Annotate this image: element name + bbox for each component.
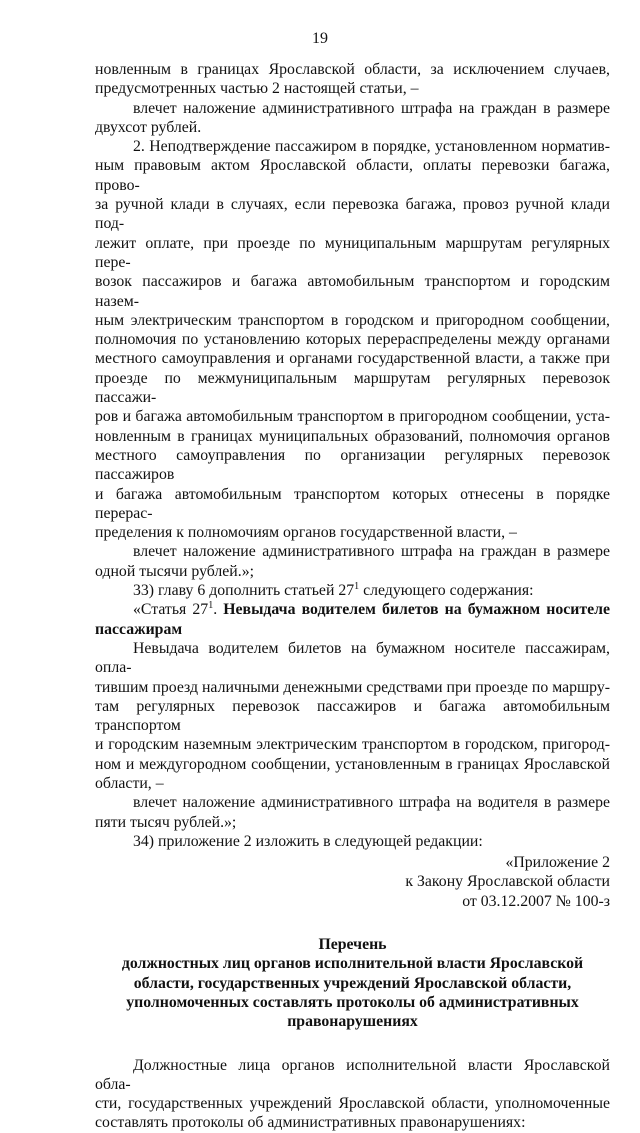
continuation-paragraph: [95, 60, 610, 99]
item-33-paragraph: [95, 581, 610, 600]
appendix-reference: [95, 853, 610, 911]
penalty-paragraph-2: [95, 542, 610, 581]
list-title-line: должностных лиц органов исполнительной власти Ярославской: [121, 955, 584, 973]
article-heading-line: [95, 600, 610, 619]
text-line: новленным в границах Ярославской области, за исключением случаев,: [95, 61, 610, 78]
text-line: местного самоуправления и органами государственной власти, а также при: [95, 350, 610, 368]
superscript: 1: [208, 600, 214, 612]
list-title: [95, 935, 610, 1031]
list-title-line: Перечень: [318, 936, 387, 954]
text-line: двухсот рублей.: [95, 118, 202, 136]
text-line: полномочия по установлению которых перераспределены между органами: [95, 331, 610, 349]
text-line: проезде по межмуниципальным маршрутам регулярных перевозок пассажи-: [95, 369, 610, 407]
text-line: ным правовым актом Ярославской области, оплаты перевозки багажа, прово-: [95, 157, 610, 194]
text-line: пяти тысяч рублей.»;: [95, 813, 237, 831]
text-line: Должностные лица органов исполнительной власти Ярославской обла-: [95, 1056, 610, 1093]
text-line: составлять протоколы об административных правонарушениях:: [95, 1114, 526, 1132]
text-line: тившим проезд наличными денежными средствами при проезде по маршру-: [95, 678, 611, 696]
text-line: местного самоуправления по организации регулярных перевозок пассажиров: [95, 446, 610, 484]
appendix-line: к Закону Ярославской области: [405, 873, 610, 891]
list-title-line: области, государственных учреждений Ярославской области,: [133, 974, 572, 992]
appendix-line: «Приложение 2: [505, 854, 610, 872]
text-line: влечет наложение административного штрафа на граждан в размере: [133, 99, 610, 117]
list-title-line: уполномоченных составлять протоколы об административных: [126, 993, 579, 1011]
page-number: 19: [312, 30, 328, 47]
text-line: ров и багажа автомобильным транспортом в пригородном сообщении, уста-: [95, 408, 610, 426]
text-line: возок пассажиров и багажа автомобильным транспортом и городским назем-: [95, 273, 610, 310]
text-line: ном и междугородном сообщении, установленным в границах Ярославской: [95, 755, 610, 773]
article-title: Невыдача водителем билетов на бумажном носителе: [223, 601, 610, 619]
text-line: новленным в границах муниципальных образований, полномочия органов: [95, 427, 610, 445]
item-34-paragraph: 34) приложение 2 изложить в следующей редакции:: [133, 832, 483, 850]
item-2-paragraph: [95, 137, 610, 542]
item-33-text: 33) главу 6 дополнить статьей 27: [133, 582, 355, 600]
penalty-paragraph-3: [95, 793, 610, 832]
text-line: 2. Неподтверждение пассажиром в порядке, установленном норматив-: [133, 138, 610, 156]
text-line: там регулярных перевозок пассажиров и багажа автомобильным транспортом: [95, 697, 610, 735]
text-line: пределения к полномочиям органов государственной власти, –: [95, 524, 517, 542]
final-paragraph: [95, 1056, 610, 1133]
list-title-line: правонарушениях: [287, 1013, 418, 1031]
item-33-text-end: следующего содержания:: [359, 582, 534, 600]
text-line: предусмотренных частью 2 настоящей статьи, –: [95, 80, 419, 98]
text-line: лежит оплате, при проезде по муниципальным маршрутам регулярных пере-: [95, 234, 610, 271]
text-line: за ручной клади в случаях, если перевозка багажа, провоз ручной клади под-: [95, 196, 610, 233]
text-line: одной тысячи рублей.»;: [95, 562, 254, 580]
article-number: «Статья 27: [133, 601, 209, 619]
text-line: и городским наземным электрическим транспортом в городском, пригород-: [95, 736, 610, 754]
appendix-line: от 03.12.2007 № 100-з: [462, 892, 610, 910]
text-line: сти, государственных учреждений Ярославской области, уполномоченные: [95, 1095, 610, 1113]
text-line: влечет наложение административного штрафа на водителя в размере: [133, 794, 610, 812]
text-line: и багажа автомобильным транспортом которых отнесены в порядке перерас-: [95, 485, 610, 522]
superscript: 1: [354, 581, 360, 593]
text-line: Невыдача водителем билетов на бумажном носителе пассажирам, опла-: [95, 639, 610, 677]
text-line: ным электрическим транспортом в городском и пригородном сообщении,: [95, 311, 610, 329]
document-body: [95, 60, 610, 1133]
article-number-dot: .: [213, 601, 224, 619]
penalty-paragraph-1: [95, 99, 610, 138]
text-line: влечет наложение административного штрафа на граждан в размере: [133, 543, 610, 561]
article-text-paragraph: [95, 639, 610, 793]
article-title-line-2: пассажирам: [95, 620, 183, 638]
article-heading: [95, 600, 610, 639]
text-line: области, –: [95, 774, 164, 792]
